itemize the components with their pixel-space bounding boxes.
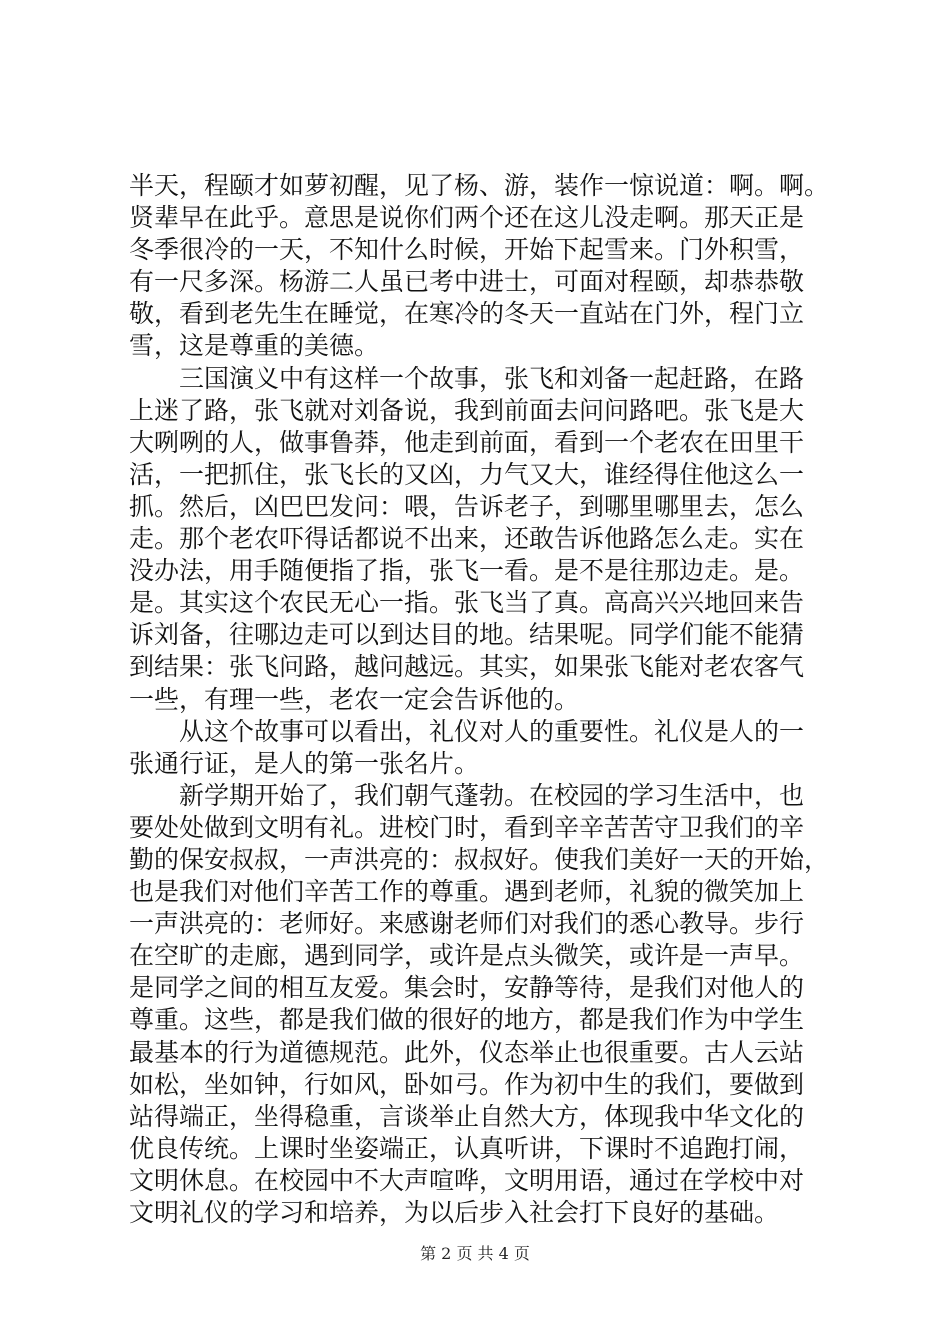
text-line: 勤的保安叔叔，一声洪亮的：叔叔好。使我们美好一天的开始， (129, 844, 830, 874)
text-line: 是同学之间的相互友爱。集会时，安静等待，是我们对他人的 (129, 973, 805, 1003)
text-line: 也是我们对他们辛苦工作的尊重。遇到老师，礼貌的微笑加上 (129, 877, 805, 907)
text-line: 一声洪亮的：老师好。来感谢老师们对我们的悉心教导。步行 (129, 909, 805, 939)
text-line: 尊重。这些，都是我们做的很好的地方，都是我们作为中学生 (129, 1005, 805, 1035)
text-line: 文明礼仪的学习和培养，为以后步入社会打下良好的基础。 (129, 1198, 780, 1227)
page-number-footer: 第 2 页 共 4 页 (420, 1244, 530, 1263)
text-line: 贤辈早在此乎。意思是说你们两个还在这儿没走啊。那天正是 (129, 203, 805, 233)
text-line: 活，一把抓住，张飞长的又凶，力气又大，谁经得住他这么一 (129, 459, 805, 489)
text-line: 大咧咧的人，做事鲁莽，他走到前面，看到一个老农在田里干 (129, 427, 805, 457)
text-line: 从这个故事可以看出，礼仪对人的重要性。礼仪是人的一 (129, 716, 805, 746)
document-body (129, 170, 834, 1229)
text-line: 走。那个老农吓得话都说不出来，还敢告诉他路怎么走。实在 (129, 524, 805, 554)
text-line: 优良传统。上课时坐姿端正，认真听讲，下课时不追跑打闹， (129, 1133, 805, 1163)
text-line: 冬季很冷的一天，不知什么时候，开始下起雪来。门外积雪， (129, 235, 805, 265)
text-line: 上迷了路，张飞就对刘备说，我到前面去问问路吧。张飞是大 (129, 395, 805, 425)
text-line: 站得端正，坐得稳重，言谈举止自然大方，体现我中华文化的 (129, 1101, 805, 1131)
text-line: 有一尺多深。杨游二人虽已考中进士，可面对程颐，却恭恭敬 (129, 267, 805, 297)
text-line: 最基本的行为道德规范。此外，仪态举止也很重要。古人云站 (129, 1037, 805, 1067)
text-line: 三国演义中有这样一个故事，张飞和刘备一起赶路，在路 (129, 363, 805, 393)
text-line: 文明休息。在校园中不大声喧哗，文明用语，通过在学校中对 (129, 1165, 805, 1195)
text-line: 是。其实这个农民无心一指。张飞当了真。高高兴兴地回来告 (129, 588, 805, 618)
text-line: 如松，坐如钟，行如风，卧如弓。作为初中生的我们，要做到 (129, 1069, 805, 1099)
text-line: 要处处做到文明有礼。进校门时，看到辛辛苦苦守卫我们的辛 (129, 812, 805, 842)
text-line: 一些，有理一些，老农一定会告诉他的。 (129, 684, 580, 714)
text-line: 到结果：张飞问路，越问越远。其实，如果张飞能对老农客气 (129, 652, 805, 682)
text-line: 敬，看到老先生在睡觉，在寒冷的冬天一直站在门外，程门立 (129, 299, 805, 329)
text-line: 抓。然后，凶巴巴发问：喂，告诉老子，到哪里哪里去，怎么 (129, 491, 805, 521)
text-line: 新学期开始了，我们朝气蓬勃。在校园的学习生活中，也 (129, 780, 805, 810)
text-line: 没办法，用手随便指了指，张飞一看。是不是往那边走。是。 (129, 556, 805, 586)
text-line: 在空旷的走廊，遇到同学，或许是点头微笑，或许是一声早。 (129, 941, 805, 971)
text-line: 雪，这是尊重的美德。 (129, 331, 380, 361)
text-line: 半天，程颐才如萝初醒，见了杨、游，装作一惊说道：啊。啊。 (129, 171, 830, 200)
text-line: 诉刘备，往哪边走可以到达目的地。结果呢。同学们能不能猜 (129, 620, 805, 650)
text-line: 张通行证，是人的第一张名片。 (129, 748, 480, 778)
